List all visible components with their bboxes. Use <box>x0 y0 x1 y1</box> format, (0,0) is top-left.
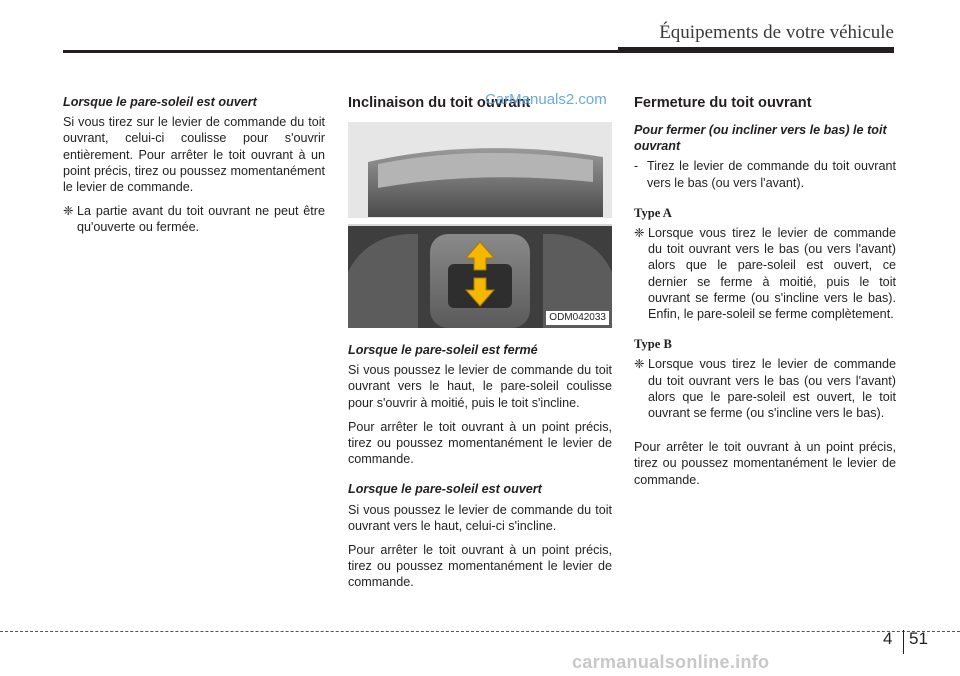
instruction-text: Tirez le levier de commande du toit ouvrant vers le bas (ou vers l'avant). <box>647 159 896 190</box>
subhead-sunshade-open: Lorsque le pare-soleil est ouvert <box>63 95 257 109</box>
subhead-close: Pour fermer (ou incliner vers le bas) le toit ouvrant <box>634 123 887 154</box>
type-b-note <box>634 356 896 421</box>
figure-code: ODM042033 <box>546 311 609 325</box>
paragraph: Si vous tirez sur le levier de commande du toit ouvrant, celui-ci coulisse pour s'ouvrir entièrement. Pour arrêter le toit ouvrant à un point précis, tirez ou poussez momentanément le levier de commande. <box>63 115 325 195</box>
note-symbol-icon: ❈ <box>634 357 645 372</box>
paragraph: Pour arrêter le toit ouvrant à un point précis, tirez ou poussez momentanément le levier de commande. <box>348 419 612 467</box>
note-text: Lorsque vous tirez le levier de commande du toit ouvrant vers le bas (ou vers l'avant) alors que le pare-soleil est ouvert, ce dernier se ferme à moitié, puis le toit ouvrant se ferme (ou s'incline vers le bas). Enfin, le pare-soleil se ferme complètement. <box>648 226 896 322</box>
paragraph: Si vous poussez le levier de commande du toit ouvrant vers le haut, le pare-soleil coulisse pour s'ouvrir à moitié, puis le toit s'incline. <box>348 363 612 410</box>
type-a-note <box>634 225 896 322</box>
column-middle <box>348 94 612 599</box>
note-text: Lorsque vous tirez le levier de commande du toit ouvrant vers le bas (ou vers l'avant) alors que le pare-soleil est ouvert, le toit ouvrant se ferme (ou s'incline vers le bas). <box>648 357 896 421</box>
page-number: 51 <box>909 629 928 648</box>
type-b-label: Type B <box>634 337 672 352</box>
column-right <box>634 94 896 496</box>
sunroof-control-illustration <box>348 122 612 328</box>
subhead-sunshade-closed: Lorsque le pare-soleil est fermé <box>348 343 538 357</box>
header-rule-accent <box>618 47 894 53</box>
chapter-number: 4 <box>883 629 893 648</box>
instruction-item <box>634 158 896 190</box>
type-a-label: Type A <box>634 205 672 220</box>
sunroof-control-figure <box>348 122 612 328</box>
page-number-separator <box>903 630 904 654</box>
watermark: CarManuals2.com <box>485 91 607 108</box>
column-left <box>63 94 325 244</box>
note-symbol-icon: ❈ <box>634 226 645 241</box>
paragraph: Pour arrêter le toit ouvrant à un point précis, tirez ou poussez momentanément le levier de commande. <box>634 440 896 487</box>
subhead-sunshade-open: Lorsque le pare-soleil est ouvert <box>348 482 542 497</box>
section-title-closing: Fermeture du toit ouvrant <box>634 95 812 111</box>
paragraph: Si vous poussez le levier de commande du toit ouvrant vers le haut, celui-ci s'incline. <box>348 502 612 533</box>
note <box>63 203 325 235</box>
page-header-title: Équipements de votre véhicule <box>659 22 894 43</box>
site-watermark: carmanualsonline.info <box>572 652 770 672</box>
note-text: La partie avant du toit ouvrant ne peut être qu'ouverte ou fermée. <box>77 204 325 235</box>
footer-dashed-rule <box>0 631 960 632</box>
note-symbol-icon: ❈ <box>63 204 74 219</box>
section-title-tilt: Inclinaison du toit ouvrant <box>348 95 531 111</box>
paragraph: Pour arrêter le toit ouvrant à un point précis, tirez ou poussez momentanément le levier de commande. <box>348 543 612 590</box>
dash-bullet: - <box>634 159 639 174</box>
